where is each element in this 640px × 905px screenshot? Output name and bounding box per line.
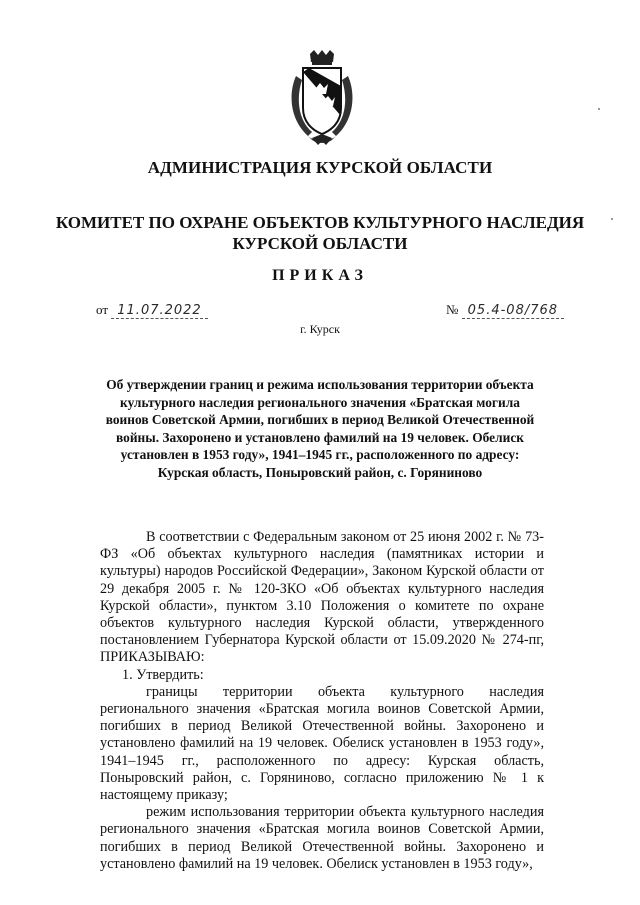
committee-title-line1: КОМИТЕТ ПО ОХРАНЕ ОБЪЕКТОВ КУЛЬТУРНОГО НАСЛЕДИЯ [55,213,585,232]
order-date [96,302,208,318]
scan-speck [611,218,613,220]
date-prefix: от [96,302,109,317]
preamble-paragraph: В соответствии с Федеральным законом от 25 июня 2002 г. № 73-ФЗ «Об объектах культурного наследия (памятниках истории и культуры) народов Российской Федерации», Законом Курской области от 29 декабря 2005 г. № 120-ЗКО «Об объектах культурного наследия Курской области», пунктом 3.10 Положения о комитете по охране объектов культурного наследия Курской области, утвержденного постановлением Губернатора Курской области от 15.09.2020 № 274-пг, ПРИКАЗЫВАЮ: [100,529,544,666]
item-1: 1. Утвердить: [122,666,204,683]
borders-paragraph: границы территории объекта культурного наследия регионального значения «Братская могила воинов Советской Армии, погибших в период Великой Отечественной войны. Захоронено и установлено фамилий на 19 человек. Обелиск установлен в 1953 году», 1941–1945 гг., расположенного по адресу: Курская область, Поныровский район, с. Горяниново, согласно приложению № 1 к настоящему приказу; [100,683,544,804]
committee-title-line2: КУРСКОЙ ОБЛАСТИ [232,234,408,253]
number-value: 05.4-08/768 [462,303,564,319]
committee-title [0,212,640,254]
coat-of-arms-icon [286,50,358,146]
document-type: ПРИКАЗ [272,267,368,284]
organization-title: АДМИНИСТРАЦИЯ КУРСКОЙ ОБЛАСТИ [147,158,493,177]
date-value: 11.07.2022 [111,303,207,319]
number-prefix: № [446,302,459,317]
regime-paragraph: режим использования территории объекта культурного наследия регионального значения «Братская могила воинов Советской Армии, погибших в период Великой Отечественной войны. Захоронено и установлено фамилий на 19 человек. Обелиск установлен в 1953 году», [100,804,544,872]
city: г. Курск [300,322,340,336]
order-subject: Об утверждении границ и режима использования территории объекта культурного наследия регионального значения «Братская могила воинов Советской Армии, погибших в период Великой Отечественной войны. Захоронено и установлено фамилий на 19 человек. Обелиск установлен в 1953 году», 1941–1945 гг., расположенного по адресу: Курская область, Поныровский район, с. Горяниново [105,377,535,480]
scan-speck [598,108,600,110]
order-body [100,529,544,873]
order-number [446,302,564,318]
